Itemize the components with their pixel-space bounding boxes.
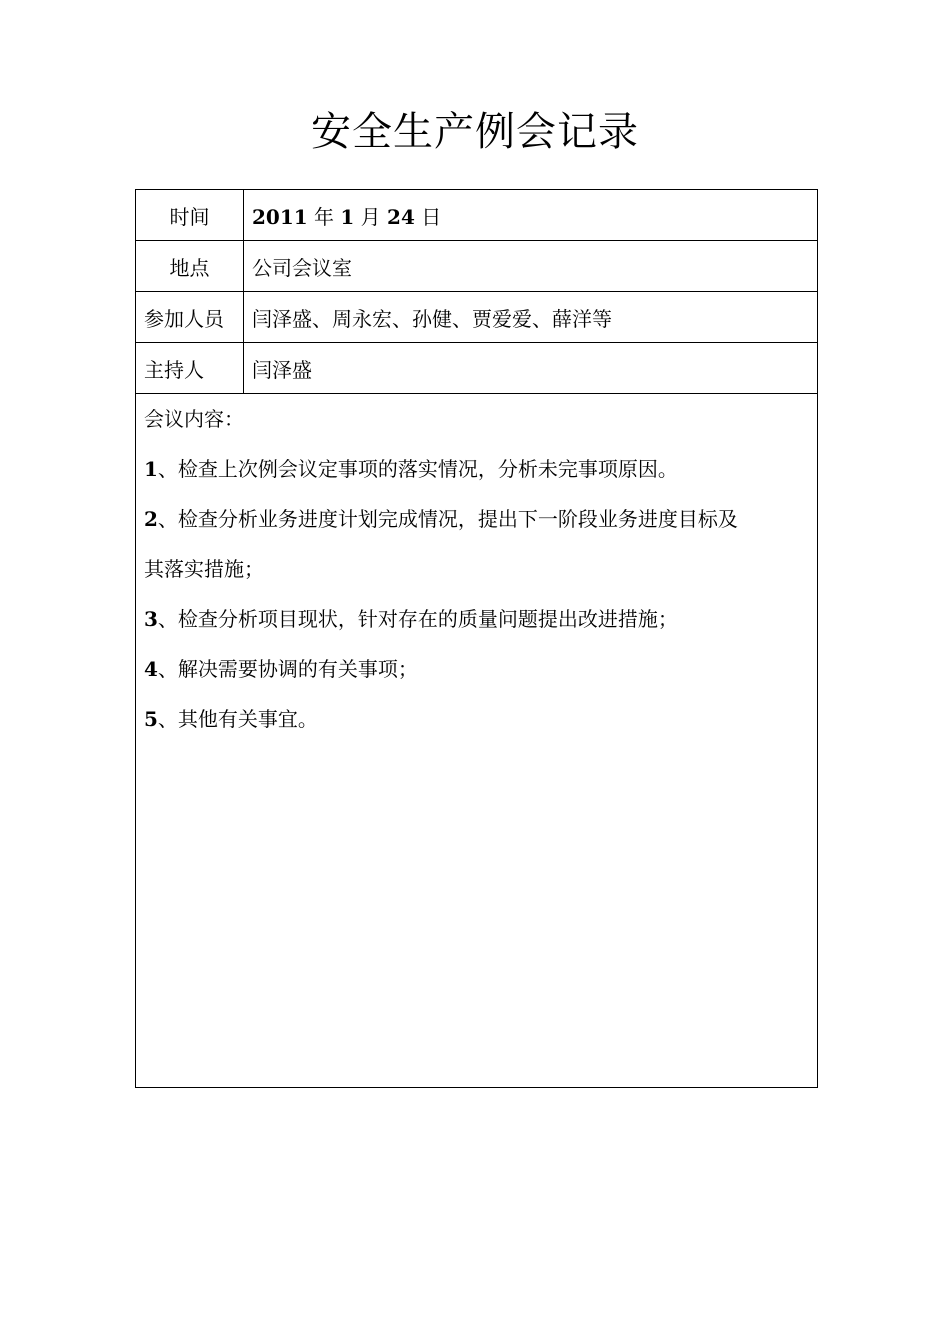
item-number: 1 [144,457,158,481]
time-value [244,190,818,241]
attendees-row [136,292,818,343]
content-item-1 [144,444,809,494]
document-title: 安全生产例会记录 [311,109,639,155]
host-label: 主持人 [136,343,244,394]
host-row [136,343,818,394]
content-item-4 [144,644,809,694]
time-month: 1 [340,204,355,229]
attendees-value: 闫泽盛、周永宏、孙健、贾爱爱、薛洋等 [244,292,818,343]
content-item-3 [144,594,809,644]
item-number: 3 [144,607,158,631]
meeting-record-table [135,189,818,1088]
time-day: 24 [387,204,415,229]
item-text: 、检查分析业务进度计划完成情况，提出下一阶段业务进度目标及 [157,507,738,531]
attendees-label: 参加人员 [136,292,244,343]
content-item-2 [144,494,809,544]
item-text: 、解决需要协调的有关事项； [157,657,418,681]
host-value: 闫泽盛 [244,343,818,394]
meeting-content [136,394,818,1088]
item-number: 4 [144,657,158,681]
item-number: 5 [144,707,158,731]
item-text: 、检查上次例会议定事项的落实情况，分析未完事项原因。 [157,457,678,481]
time-label: 时间 [136,190,244,241]
content-row [136,394,818,1088]
time-row [136,190,818,241]
time-month-unit: 月 [360,204,381,229]
location-row [136,241,818,292]
time-year-unit: 年 [314,204,335,229]
content-item-2-continuation: 其落实措施； [144,557,264,581]
item-text: 、其他有关事宜。 [157,707,318,731]
time-day-unit: 日 [421,204,442,229]
content-item-5 [144,694,809,744]
location-value: 公司会议室 [244,241,818,292]
time-year: 2011 [252,204,308,229]
location-label: 地点 [136,241,244,292]
item-text: 、检查分析项目现状，针对存在的质量问题提出改进措施； [157,607,678,631]
content-heading: 会议内容： [144,407,244,431]
item-number: 2 [144,507,158,531]
